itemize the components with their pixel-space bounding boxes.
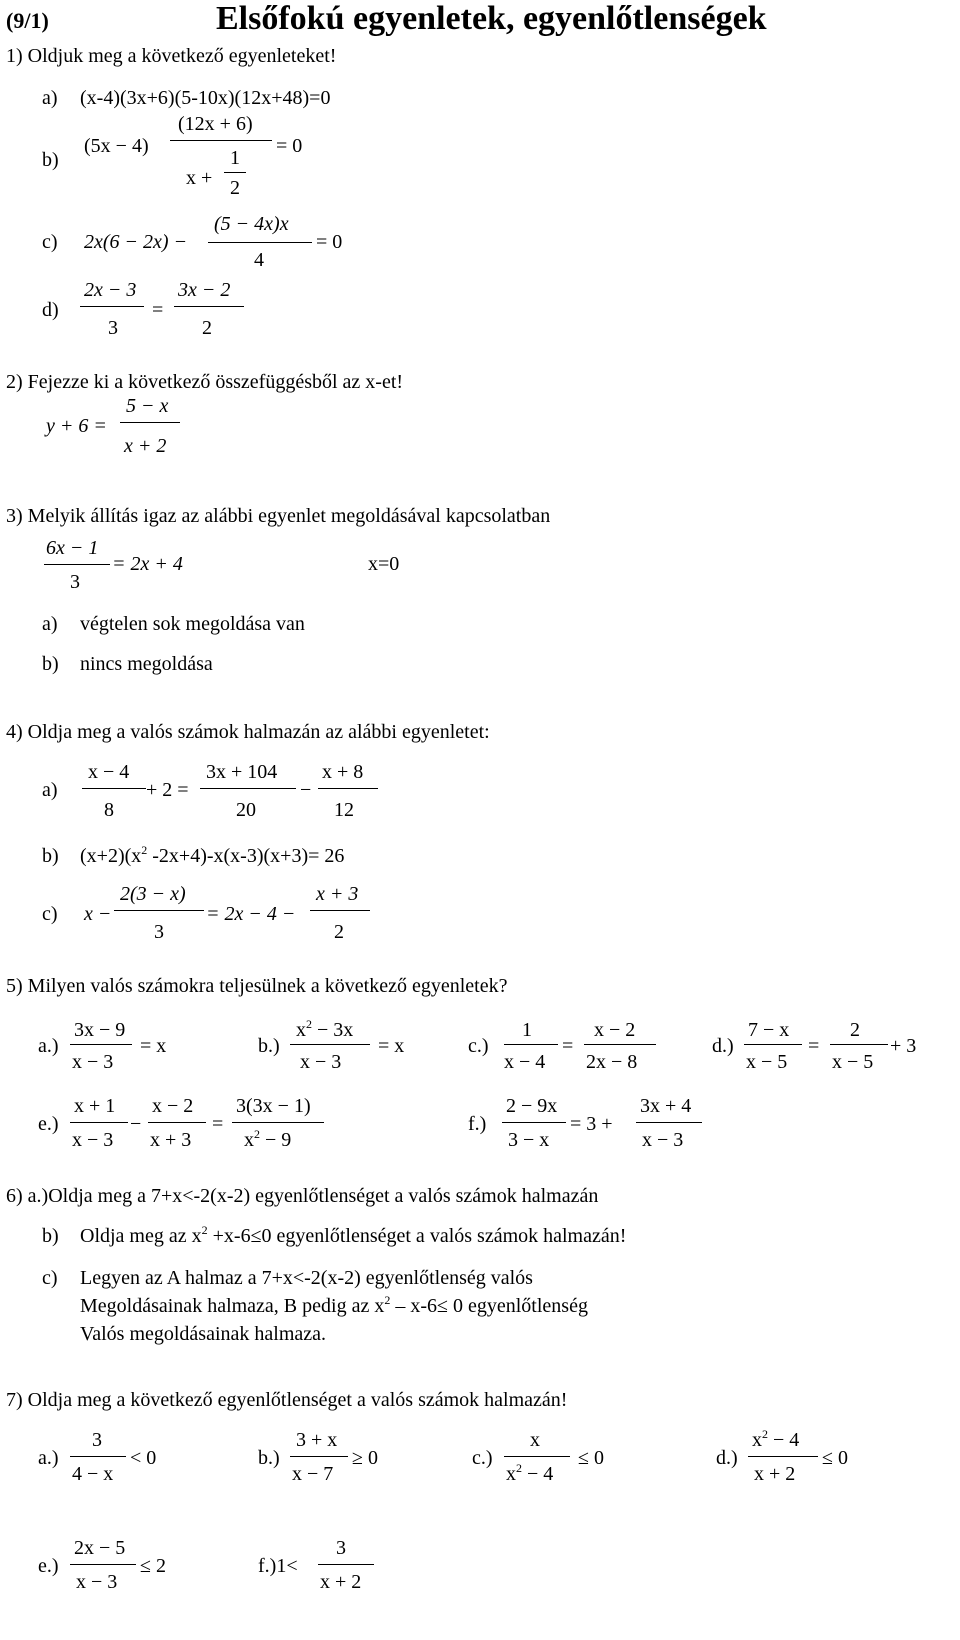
p2-fraction-bar	[120, 422, 180, 423]
p7-d-relation: ≤ 0	[822, 1447, 848, 1469]
p5-b-den: x − 3	[300, 1051, 342, 1073]
p1-b-rhs: = 0	[276, 135, 303, 157]
p1-d-right-denominator: 2	[202, 317, 212, 339]
p7-b-num: 3 + x	[296, 1429, 338, 1451]
p7-a-bar	[70, 1456, 126, 1457]
p1-a-equation: (x-4)(3x+6)(5-10x)(12x+48)=0	[80, 87, 331, 109]
p7-b-relation: ≥ 0	[352, 1447, 378, 1469]
p4-b-label: b)	[42, 845, 59, 867]
problem-1-heading: 1) Oldjuk meg a következő egyenleteket!	[6, 45, 337, 67]
p4-a-bar2	[200, 788, 296, 789]
p5-b-rhs: = x	[378, 1035, 405, 1057]
p3-denominator: 3	[70, 571, 80, 593]
p6-b-label: b)	[42, 1225, 59, 1247]
p7-f-num: 3	[336, 1537, 346, 1559]
p1-c-label: c)	[42, 231, 58, 253]
p3-b-label: b)	[42, 653, 59, 675]
p5-e-bar3	[232, 1122, 324, 1123]
p7-a-label: a.)	[38, 1447, 59, 1469]
p4-c-label: c)	[42, 903, 58, 925]
p1-b-inner-numerator: 1	[230, 147, 240, 169]
p6-b-text: Oldja meg az $x^2 +x-6\le 0$ egyenlőtlenséget a valós számok halmazán!	[80, 1223, 627, 1247]
p1-c-denominator: 4	[254, 249, 264, 271]
p5-d-den2: x − 5	[832, 1051, 874, 1073]
p5-d-label: d.)	[712, 1035, 734, 1057]
p7-c-num: x	[530, 1429, 540, 1451]
p1-b-left-factor: (5x − 4)	[84, 135, 149, 157]
p5-e-minus: −	[130, 1113, 142, 1135]
p7-b-den: x − 7	[292, 1463, 334, 1485]
p4-c-num1: 2(3 − x)	[120, 883, 186, 905]
p5-b-num: $x^2 - 3x$	[296, 1017, 354, 1041]
p5-f-label: f.)	[468, 1113, 487, 1135]
p4-a-num3: x + 8	[322, 761, 364, 783]
p1-a-label: a)	[42, 87, 58, 109]
p4-a-middle: + 2 =	[146, 779, 189, 801]
p2-lhs: y + 6 =	[46, 415, 107, 437]
p2-numerator: 5 − x	[126, 395, 169, 417]
p5-a-bar	[70, 1044, 132, 1045]
p5-e-num1: x + 1	[74, 1095, 116, 1117]
p1-d-right-fraction-bar	[174, 306, 244, 307]
p7-e-bar	[70, 1564, 136, 1565]
p5-d-bar2	[830, 1044, 888, 1045]
p6-c-line-2: Megoldásainak halmaza, B pedig az $x^2 - x-6\le 0$ egyenlőtlenség	[80, 1293, 588, 1317]
p1-b-label: b)	[42, 149, 59, 171]
p5-d-den1: x − 5	[746, 1051, 788, 1073]
p7-a-relation: < 0	[130, 1447, 157, 1469]
p5-d-equals: =	[808, 1035, 820, 1057]
p7-d-label: d.)	[716, 1447, 738, 1469]
p7-c-label: c.)	[472, 1447, 493, 1469]
p5-e-den1: x − 3	[72, 1129, 114, 1151]
p5-d-num2: 2	[850, 1019, 860, 1041]
p7-f-den: x + 2	[320, 1571, 362, 1593]
p7-f-bar	[318, 1564, 374, 1565]
p5-f-num2: 3x + 4	[640, 1095, 692, 1117]
p5-e-bar1	[70, 1122, 128, 1123]
p1-b-inner-denominator: 2	[230, 177, 240, 199]
problem-6a-line: 6) a.)Oldja meg a 7+x<-2(x-2) egyenlőtlenséget a valós számok halmazán	[6, 1185, 599, 1207]
problem-3-heading: 3) Melyik állítás igaz az alábbi egyenlet megoldásával kapcsolatban	[6, 505, 551, 527]
p5-c-den2: 2x − 8	[586, 1051, 638, 1073]
p4-b-equation: $(x+2)(x^2$ -2x+4)-x(x-3)(x+3)= 26	[80, 843, 345, 867]
p5-c-equals: =	[562, 1035, 574, 1057]
p5-a-num: 3x − 9	[74, 1019, 126, 1041]
p6-c-line-1: Legyen az A halmaz a 7+x<-2(x-2) egyenlőtlenség valós	[80, 1267, 533, 1289]
p5-b-bar	[290, 1044, 370, 1045]
p5-f-bar2	[636, 1122, 702, 1123]
p1-c-rhs: = 0	[316, 231, 343, 253]
p5-d-num1: 7 − x	[748, 1019, 790, 1041]
p1-c-numerator: (5 − 4x)x	[214, 213, 289, 235]
p1-c-fraction-bar	[208, 242, 312, 243]
p5-a-rhs: = x	[140, 1035, 167, 1057]
p5-f-middle: = 3 +	[570, 1113, 613, 1135]
p5-d-tail: + 3	[890, 1035, 917, 1057]
problem-5-heading: 5) Milyen valós számokra teljesülnek a következő egyenletek?	[6, 975, 508, 997]
problem-4-heading: 4) Oldja meg a valós számok halmazán az alábbi egyenletet:	[6, 721, 490, 743]
p7-c-den: $x^2 - 4$	[506, 1461, 554, 1485]
p4-c-den2: 2	[334, 921, 344, 943]
sheet-code: (9/1)	[6, 8, 49, 33]
p1-b-numerator: (12x + 6)	[178, 113, 253, 135]
p4-c-bar1	[114, 910, 204, 911]
p5-a-label: a.)	[38, 1035, 59, 1057]
p7-b-bar	[290, 1456, 348, 1457]
p1-d-left-denominator: 3	[108, 317, 118, 339]
p5-e-num2: x − 2	[152, 1095, 194, 1117]
p5-e-num3: 3(3x − 1)	[236, 1095, 311, 1117]
p4-a-num2: 3x + 104	[206, 761, 278, 783]
p7-e-num: 2x − 5	[74, 1537, 126, 1559]
p4-a-label: a)	[42, 779, 58, 801]
p4-c-middle: = 2x − 4 −	[206, 903, 296, 925]
p5-e-den2: x + 3	[150, 1129, 192, 1151]
p5-c-label: c.)	[468, 1035, 489, 1057]
p1-d-label: d)	[42, 299, 59, 321]
p1-c-left: 2x(6 − 2x) −	[84, 231, 188, 253]
p7-d-bar	[748, 1456, 818, 1457]
p5-f-den2: x − 3	[642, 1129, 684, 1151]
p7-b-label: b.)	[258, 1447, 280, 1469]
p5-b-label: b.)	[258, 1035, 280, 1057]
p7-e-relation: ≤ 2	[140, 1555, 166, 1577]
p5-f-den1: 3 − x	[508, 1129, 550, 1151]
p5-a-den: x − 3	[72, 1051, 114, 1073]
p7-d-den: x + 2	[754, 1463, 796, 1485]
p5-c-num2: x − 2	[594, 1019, 636, 1041]
p1-d-equals: =	[152, 299, 164, 321]
problem-7-heading: 7) Oldja meg a következő egyenlőtlenséget a valós számok halmazán!	[6, 1389, 568, 1411]
p4-a-den1: 8	[104, 799, 114, 821]
p4-c-num2: x + 3	[316, 883, 359, 905]
p1-b-fraction-bar	[170, 140, 272, 141]
p1-d-left-fraction-bar	[80, 306, 144, 307]
p5-f-bar1	[502, 1122, 566, 1123]
p3-numerator: 6x − 1	[46, 537, 99, 559]
p5-f-num1: 2 − 9x	[506, 1095, 558, 1117]
p3-a-text: végtelen sok megoldása van	[80, 613, 305, 635]
p5-c-num1: 1	[522, 1019, 532, 1041]
p4-a-num1: x − 4	[88, 761, 130, 783]
p3-fraction-bar	[44, 564, 110, 565]
page-title: Elsőfokú egyenletek, egyenlőtlenségek	[216, 0, 767, 37]
p6-c-label: c)	[42, 1267, 58, 1289]
p7-d-num: $x^2 - 4$	[752, 1427, 800, 1451]
p5-c-bar2	[584, 1044, 656, 1045]
p3-a-label: a)	[42, 613, 58, 635]
p7-e-den: x − 3	[76, 1571, 118, 1593]
p3-given-value: x=0	[368, 553, 400, 575]
p5-e-equals: =	[212, 1113, 224, 1135]
p5-c-den1: x − 4	[504, 1051, 546, 1073]
p4-c-lead: x −	[84, 903, 112, 925]
p7-c-bar	[504, 1456, 570, 1457]
p4-c-bar2	[310, 910, 370, 911]
p1-d-right-numerator: 3x − 2	[178, 279, 231, 301]
p7-e-label: e.)	[38, 1555, 59, 1577]
p7-c-relation: ≤ 0	[578, 1447, 604, 1469]
p4-a-den3: 12	[334, 799, 354, 821]
p5-e-bar2	[148, 1122, 206, 1123]
problem-2-heading: 2) Fejezze ki a következő összefüggésből az x-et!	[6, 371, 404, 393]
p5-d-bar1	[744, 1044, 802, 1045]
p4-a-den2: 20	[236, 799, 256, 821]
p4-a-bar1	[82, 788, 146, 789]
p1-b-inner-fraction-bar	[224, 172, 246, 173]
p2-denominator: x + 2	[124, 435, 167, 457]
p4-c-den1: 3	[154, 921, 164, 943]
p4-a-bar3	[318, 788, 378, 789]
p5-c-bar1	[504, 1044, 558, 1045]
p7-a-den: 4 − x	[72, 1463, 114, 1485]
p6-c-line-3: Valós megoldásainak halmaza.	[80, 1323, 327, 1345]
p4-a-minus: −	[300, 779, 312, 801]
p7-a-num: 3	[92, 1429, 102, 1451]
p5-e-label: e.)	[38, 1113, 59, 1135]
p3-rhs: = 2x + 4	[112, 553, 183, 575]
p3-b-text: nincs megoldása	[80, 653, 213, 675]
p7-f-label: f.)1<	[258, 1555, 298, 1577]
p1-b-denominator-lead: x +	[186, 167, 213, 189]
p1-d-left-numerator: 2x − 3	[84, 279, 137, 301]
p5-e-den3: $x^2 - 9$	[244, 1127, 292, 1151]
